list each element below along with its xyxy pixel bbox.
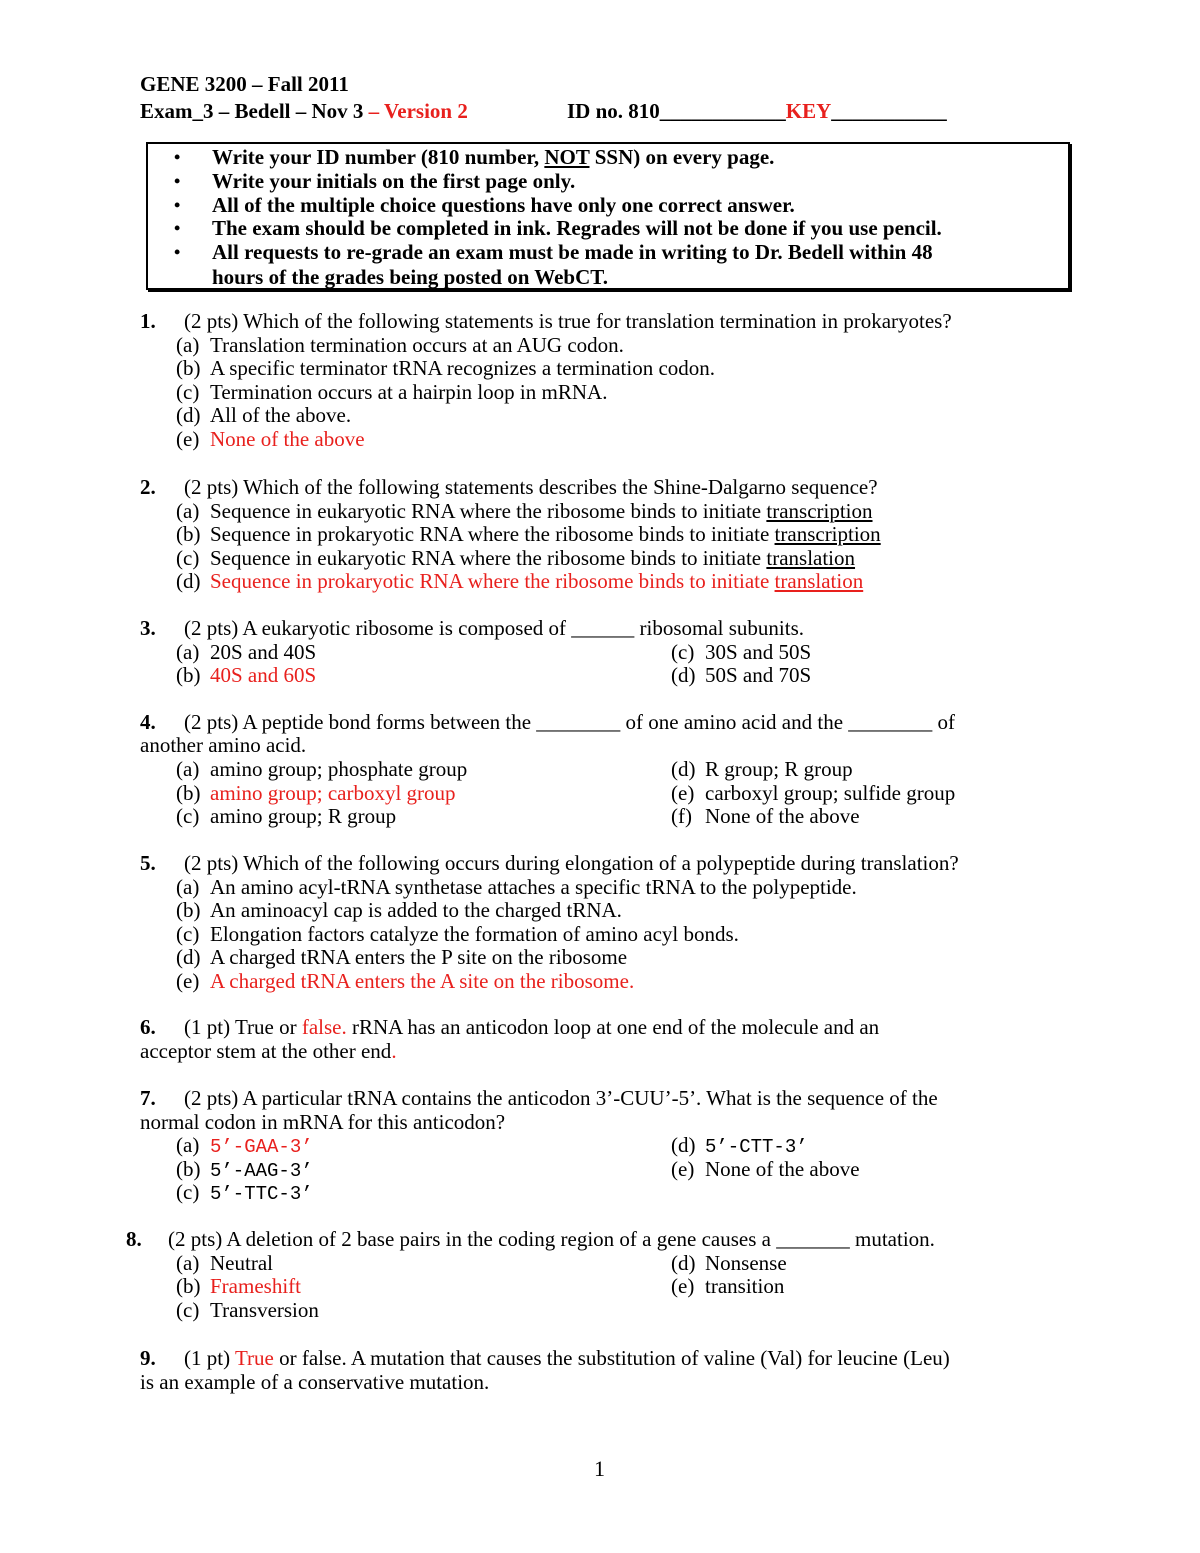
option-f: (f) None of the above <box>671 804 860 828</box>
option-a: (a) amino group; phosphate group <box>176 757 468 781</box>
id-line <box>567 99 947 124</box>
option-e: (e) carboxyl group; sulfide group <box>671 781 956 805</box>
exam-info-line <box>140 99 947 124</box>
option-d: (d) 5’-CTT-3’ <box>671 1133 808 1158</box>
option-e-answer: (e) None of the above <box>176 427 365 451</box>
option-e: (e) None of the above <box>671 1157 860 1181</box>
bullet-icon: • <box>174 147 181 167</box>
option-a-answer: (a) 5’-GAA-3’ <box>176 1133 313 1158</box>
bullet-icon: • <box>174 218 181 238</box>
option-d: (d) 50S and 70S <box>671 663 812 687</box>
option-d: (d) All of the above. <box>176 403 352 427</box>
option-c: (c) 5’-TTC-3’ <box>176 1180 313 1205</box>
option-c: (c) Transversion <box>176 1298 319 1322</box>
exam-title: Exam_3 – Bedell – Nov 3 <box>140 99 364 123</box>
option-e-answer: (e) A charged tRNA enters the A site on the ribosome. <box>176 969 635 993</box>
answer-true: True <box>234 1346 274 1370</box>
bullet-icon: • <box>174 171 181 191</box>
option-b: (b) Sequence in prokaryotic RNA where the ribosome binds to initiate transcription <box>176 522 881 546</box>
instructions-box: • Write your ID number (810 number, NOT SSN) on every page. • Write your initials on the first page only. • All of the multiple choice questions have only one correct answer. • The exam should be completed in ink. Regrades will not be done if you use pencil. • All requests to re-grade an exam must be made in writing to Dr. Bedell within 48 hours of the grades being posted on WebCT. <box>146 142 1070 290</box>
option-c: (c) Elongation factors catalyze the formation of amino acyl bonds. <box>176 922 739 946</box>
option-b: (b) 5’-AAG-3’ <box>176 1157 313 1182</box>
option-a: (a) 20S and 40S <box>176 640 317 664</box>
option-c: (c) Sequence in eukaryotic RNA where the ribosome binds to initiate translation <box>176 546 856 570</box>
option-d: (d) Nonsense <box>671 1251 787 1275</box>
option-d-answer: (d) Sequence in prokaryotic RNA where the ribosome binds to initiate translation <box>176 569 864 593</box>
id-blank-2: ___________ <box>831 99 947 123</box>
course-title: GENE 3200 – Fall 2011 <box>140 72 349 96</box>
option-b: (b) An aminoacyl cap is added to the charged tRNA. <box>176 898 622 922</box>
exam-version: – Version 2 <box>368 99 468 123</box>
option-c: (c) amino group; R group <box>176 804 397 828</box>
option-b-answer: (b) 40S and 60S <box>176 663 317 687</box>
option-b-answer: (b) Frameshift <box>176 1274 301 1298</box>
answer-false: false. <box>301 1015 347 1039</box>
option-c: (c) Termination occurs at a hairpin loop in mRNA. <box>176 380 608 404</box>
option-a: (a) Neutral <box>176 1251 273 1275</box>
id-blank-1: ____________ <box>659 99 786 123</box>
option-e: (e) transition <box>671 1274 785 1298</box>
option-d: (d) A charged tRNA enters the P site on the ribosome <box>176 945 628 969</box>
page-number: 1 <box>594 1456 605 1481</box>
answer-key-label: KEY <box>785 99 832 123</box>
option-a: (a) Translation termination occurs at an AUG codon. <box>176 333 624 357</box>
option-a: (a) Sequence in eukaryotic RNA where the ribosome binds to initiate transcription <box>176 499 873 523</box>
option-d: (d) R group; R group <box>671 757 853 781</box>
option-b-answer: (b) amino group; carboxyl group <box>176 781 456 805</box>
option-a: (a) An amino acyl-tRNA synthetase attaches a specific tRNA to the polypeptide. <box>176 875 857 899</box>
option-b: (b) A specific terminator tRNA recognizes a termination codon. <box>176 356 716 380</box>
option-c: (c) 30S and 50S <box>671 640 812 664</box>
exam-page: GENE 3200 – Fall 2011 Exam_3 – Bedell – Nov 3 – Version 2 ID no. 810____________KEY___________ • Write your ID number (810 number, NOT SSN) on every page. • Write your initials on the first page only. • All of the multiple choice questions have only one correct answer. • The exam should be completed in ink. Regrades will not be done if you use pencil. • All requests to re-grade an exam must be made in writing to Dr. Bedell within 48 hours of the grades being posted on WebCT. 1. (2 pts) Which of the following statements is true for translation termination in prokaryotes? (a) Translation termination occurs at an AUG codon. (b) A specific terminator tRNA recognizes a termination codon. (c) Termination occurs at a hairpin loop in mRNA. (d) All of the above. (e) None of the above 2. (2 pts) Which of the following statements describes the Shine-Dalgarno sequence? (a) Sequence in eukaryotic RNA where the ribosome binds to initiate transcription (b) Sequence in prokaryotic RNA where the ribosome binds to initiate transcription (c) Sequence in eukaryotic RNA where the ribosome binds to initiate translation (d) Sequence in prokaryotic RNA where the ribosome binds to initiate translation 3. (2 pts) A eukaryotic ribosome is composed of ______ ribosomal subunits. (a) 20S and 40S (b) 40S and 60S (c) 30S and 50S (d) 50S and 70S 4. (2 pts) A peptide bond forms between the ________ of one amino acid and the ________ of another amino acid. (a) amino group; phosphate group (b) amino group; carboxyl group (c) amino group; R group (d) R group; R group (e) carboxyl group; sulfide group (f) None of the above 5. (2 pts) Which of the following occurs during elongation of a polypeptide during translation? (a) An amino acyl-tRNA synthetase attaches a specific tRNA to the polypeptide. (b) An aminoacyl cap is added to the charged tRNA. (c) Elongation factors catalyze the formation of amino acyl bonds. (d) A charged tRNA enters the P site on the ribosome (e) A charged tRNA enters the A site on the ribosome. 6. (1 pt) True or false. rRNA has an anticodon loop at one end of the molecule and an acceptor stem at the other end. 7. (2 pts) A particular tRNA contains the anticodon 3’-CUU’-5’. What is the sequence of the normal codon in mRNA for this anticodon? (a) 5’-GAA-3’ (b) 5’-AAG-3’ (c) 5’-TTC-3’ (d) 5’-CTT-3’ (e) None of the above 8. (2 pts) A deletion of 2 base pairs in the coding region of a gene causes a _______ mutation. (a) Neutral (b) Frameshift (c) Transversion (d) Nonsense (e) transition 9. (1 pt) True or false. A mutation that causes the substitution of valine (Val) for leucine (Leu) is an example of a conservative mutation. 1 <box>0 0 1200 1553</box>
bullet-icon: • <box>174 242 181 262</box>
bullet-icon: • <box>174 195 181 215</box>
id-label: ID no. 810 <box>567 99 660 123</box>
